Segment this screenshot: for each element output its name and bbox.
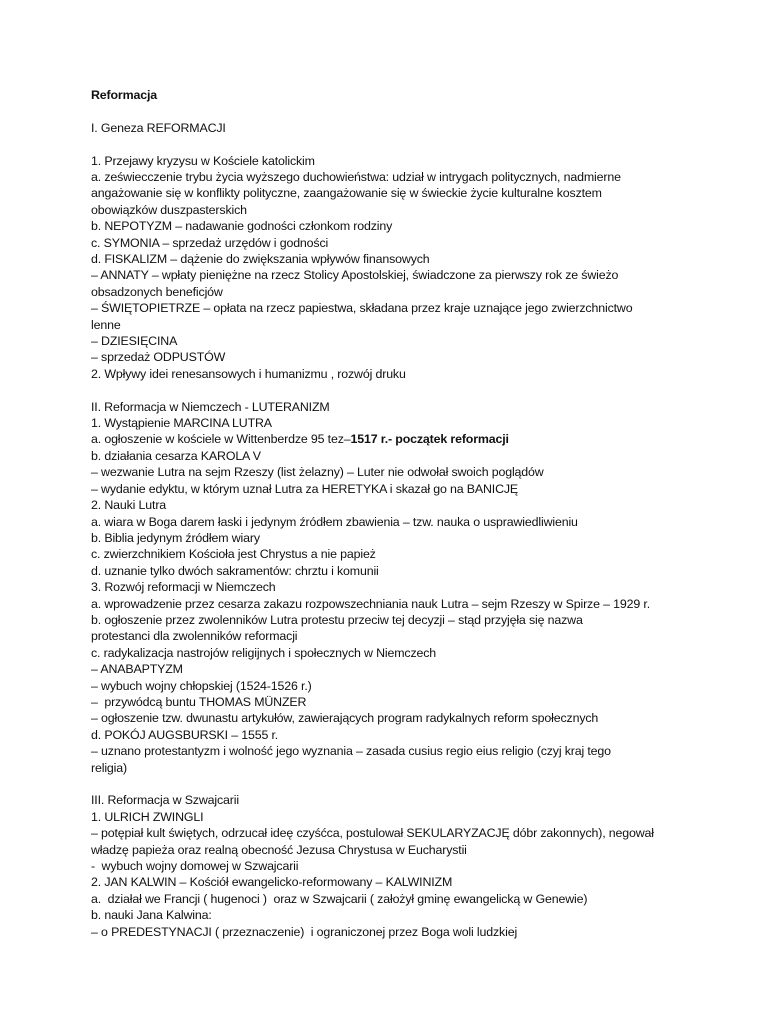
text-line: władzę papieża oraz realną obecność Jezusa Chrystusa w Eucharystii: [91, 842, 467, 857]
text-line: 1. ULRICH ZWINGLI: [91, 809, 204, 824]
text-fragment: a. ogłoszenie w kościele w Wittenberdze 95 tez–: [91, 432, 351, 447]
text-line: 3. Rozwój reformacji w Niemczech: [91, 580, 276, 595]
text-line: – wezwanie Lutra na sejm Rzeszy (list żelazny) – Luter nie odwołał swoich poglądów: [91, 465, 544, 480]
spacer: [91, 776, 691, 792]
text-line: 1. Wystąpienie MARCINA LUTRA: [91, 416, 272, 431]
text-line: – wybuch wojny chłopskiej (1524-1526 r.): [91, 678, 312, 693]
text-line: – DZIESIĘCINA: [91, 334, 178, 349]
text-line: – sprzedaż ODPUSTÓW: [91, 350, 226, 365]
text-line: – o PREDESTYNACJI ( przeznaczenie) i ograniczonej przez Boga woli ludzkiej: [91, 924, 518, 939]
text-line: protestanci dla zwolenników reformacji: [91, 629, 298, 644]
text-line: 1. Przejawy kryzysu w Kościele katolickim: [91, 153, 315, 168]
document-page: [91, 87, 691, 940]
bold-fragment: 1517 r.- początek reformacji: [350, 432, 509, 447]
text-line: a. wprowadzenie przez cesarza zakazu rozpowszechniania nauk Lutra – sejm Rzeszy w Spirze – 1929 r.: [91, 596, 650, 611]
text-line: – wydanie edyktu, w którym uznał Lutra za HERETYKA i skazał go na BANICJĘ: [91, 481, 519, 496]
text-line: b. NEPOTYZM – nadawanie godności członkom rodziny: [91, 219, 393, 234]
text-line: 2. JAN KALWIN – Kościół ewangelicko-reformowany – KALWINIZM: [91, 875, 453, 890]
section-heading: III. Reformacja w Szwajcarii: [91, 793, 239, 808]
text-line: – potępiał kult świętych, odrzucał ideę czyśćca, postulował SEKULARYZACJĘ dóbr zakonnych), negował: [91, 826, 654, 841]
text-line: [91, 136, 691, 152]
text-line: a. zeświecczenie trybu życia wyższego duchowieństwa: udział w intrygach politycznych, nadmierne: [91, 170, 621, 184]
text-line: - wybuch wojny domowej w Szwajcarii: [91, 859, 299, 874]
text-line: b. nauki Jana Kalwina:: [91, 908, 212, 923]
text-line: a. wiara w Boga darem łaski i jedynym źródłem zbawienia – tzw. nauka o usprawiedliwieniu: [91, 514, 578, 529]
text-line: – ogłoszenie tzw. dwunastu artykułów, zawierających program radykalnych reform społecznych: [91, 711, 599, 726]
text-line: – ŚWIĘTOPIETRZE – opłata na rzecz papiestwa, składana przez kraje uznające jego zwierzchnictwo: [91, 301, 633, 316]
spacer: [91, 382, 691, 398]
text-line: c. radykalizacja nastrojów religijnych i społecznych w Niemczech: [91, 645, 437, 660]
text-line: c. SYMONIA – sprzedaż urzędów i godności: [91, 235, 329, 250]
text-line: d. uznanie tylko dwóch sakramentów: chrztu i komunii: [91, 563, 379, 578]
document-title: Reformacja: [91, 88, 157, 102]
section-heading: II. Reformacja w Niemczech - LUTERANIZM: [91, 399, 330, 414]
text-line: 2. Nauki Lutra: [91, 498, 167, 513]
spacer: [91, 103, 691, 119]
text-line: b. Biblia jedynym źródłem wiary: [91, 530, 260, 545]
text-line: – uznano protestantyzm i wolność jego wyznania – zasada cusius regio eius religio (czyj kraj tego: [91, 744, 611, 759]
text-line: obsadzonych beneficjów: [91, 284, 223, 299]
text-line: obowiązków duszpasterskich: [91, 202, 247, 217]
text-line: – przywódcą buntu THOMAS MÜNZER: [91, 694, 307, 709]
text-line: d. FISKALIZM – dążenie do zwiększania wpływów finansowych: [91, 252, 430, 267]
text-line: 2. Wpływy idei renesansowych i humanizmu , rozwój druku: [91, 366, 406, 381]
text-line: lenne: [91, 317, 121, 332]
text-line: b. działania cesarza KAROLA V: [91, 448, 261, 463]
text-line: – ANNATY – wpłaty pieniężne na rzecz Stolicy Apostolskiej, świadczone za pierwszy rok ze świeżo: [91, 268, 619, 283]
section-heading: I. Geneza REFORMACJI: [91, 120, 226, 135]
text-line: a. działał we Francji ( hugenoci ) oraz w Szwajcarii ( założył gminę ewangelicką w Genewie): [91, 891, 588, 906]
text-line: c. zwierzchnikiem Kościoła jest Chrystus a nie papież: [91, 547, 376, 562]
text-line: b. ogłoszenie przez zwolenników Lutra protestu przeciw tej decyzji – stąd przyjęła się nazwa: [91, 612, 583, 627]
text-line: angażowanie się w konflikty polityczne, zaangażowanie się w świeckie życie kulturalne kosztem: [91, 186, 602, 201]
text-line-with-bold: [91, 431, 691, 447]
text-line: religia): [91, 760, 127, 775]
text-line: d. POKÓJ AUGSBURSKI – 1555 r.: [91, 727, 279, 742]
text-line: – ANABAPTYZM: [91, 662, 183, 677]
